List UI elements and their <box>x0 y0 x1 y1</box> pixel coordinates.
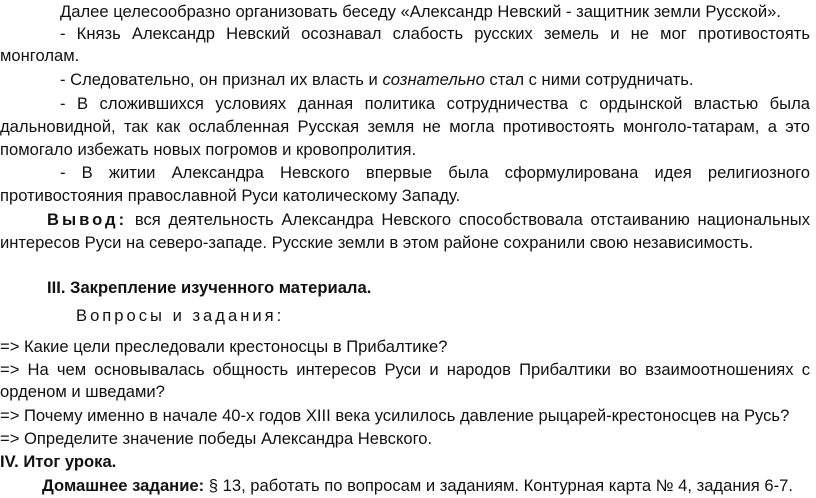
homework-line <box>42 476 816 496</box>
consequently-text-end: стал с ними сотрудничать. <box>484 70 694 89</box>
paragraph-hagiography-line2: противостояния православной Руси католическому Западу. <box>0 186 461 205</box>
paragraph-hagiography-line1: - В житии Александра Невского впервые была сформулирована идея религиозного <box>60 163 810 182</box>
paragraph-policy-line3: помогало избежать новых погромов и кровопролития. <box>0 140 417 159</box>
section-iv-heading: IV. Итог урока. <box>0 452 117 471</box>
section-iii-heading: III. Закрепление изученного материала. <box>47 278 372 297</box>
consequently-text-start: - Следовательно, он признал их власть и <box>60 70 383 89</box>
conversation-intro: Далее целесообразно организовать беседу «Александр Невский - защитник земли Русской». <box>60 2 781 21</box>
question-2-line1: => На чем основывалась общность интересов Руси и народов Прибалтики во взаимоотношениях с <box>0 360 810 379</box>
paragraph-prince-line2: монголам. <box>0 46 80 65</box>
conclusion-line1 <box>47 210 810 230</box>
consequently-italic-word: сознательно <box>382 70 485 89</box>
question-2-line2: орденом и шведами? <box>0 382 165 401</box>
paragraph-policy-line1: - В сложившихся условиях данная политика сотрудничества с ордынской властью была <box>60 94 810 113</box>
paragraph-consequently <box>60 70 816 90</box>
question-4: => Определите значение победы Александра Невского. <box>0 429 433 448</box>
conclusion-line2: интересов Руси на северо-западе. Русские земли в этом районе сохранили свою независимость. <box>0 233 754 252</box>
question-3: => Почему именно в начале 40-х годов XIII века усилилось давление рыцарей-крестоносцев на Русь? <box>0 406 790 425</box>
paragraph-prince-line1: - Князь Александр Невский осознавал слабость русских земель и не мог противостоять <box>60 24 810 43</box>
conclusion-text: вся деятельность Александра Невского способствовала отстаиванию национальных <box>127 210 810 229</box>
question-1: => Какие цели преследовали крестоносцы в Прибалтике? <box>0 337 448 356</box>
questions-heading: Вопросы и задания: <box>76 306 285 325</box>
conclusion-label: Вывод: <box>47 210 128 229</box>
homework-label: Домашнее задание: <box>42 476 205 495</box>
paragraph-policy-line2: дальновидной, так как ослабленная Русская земля не могла противостоять монголо-татарам, а это <box>0 117 810 136</box>
homework-text: § 13, работать по вопросам и заданиям. Контурная карта № 4, задания 6-7. <box>204 476 793 495</box>
